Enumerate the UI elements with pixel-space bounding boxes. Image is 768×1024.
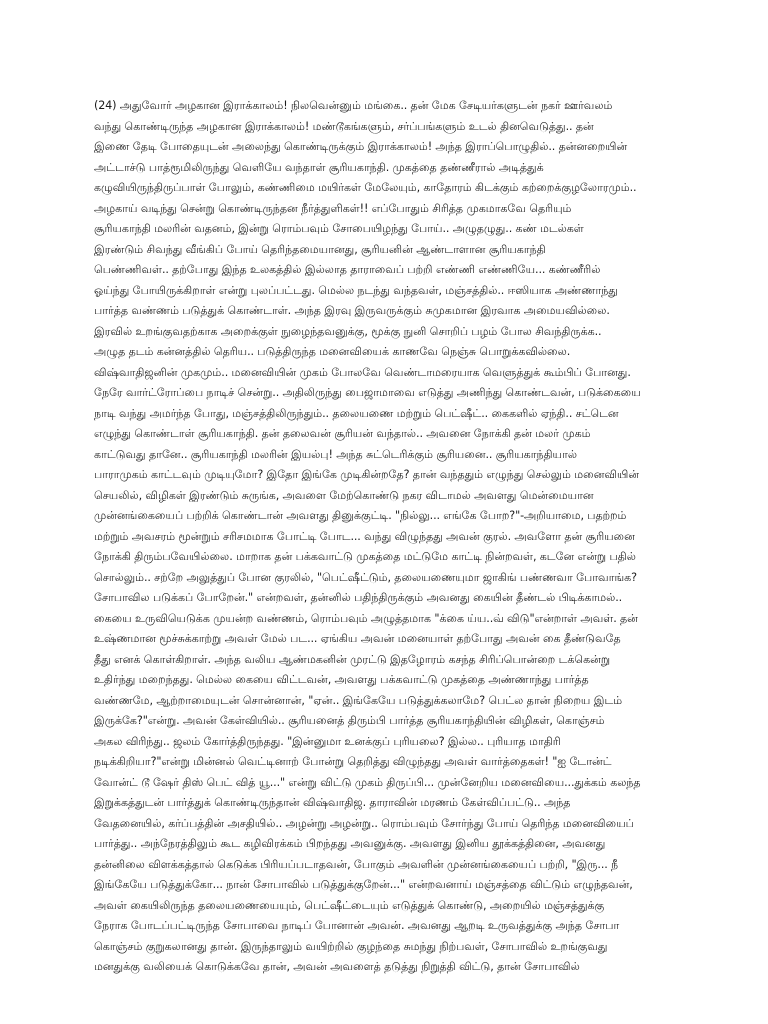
text-line: நடிக்கிறியா?"என்று மின்னல் வெட்டினாற் போன்று தெறித்து விழுந்தது அவள் வார்த்தைகள்! "ஐ டோன்ட் <box>94 755 612 768</box>
text-line: பார்த்த வண்ணம் படுத்துக் கொண்டாள். அந்த இரவு இருவருக்கும் சுமுகமான இரவாக அமையவில்லை. <box>94 304 610 317</box>
text-line: பார்த்து.. அந்நேரத்திலும் கூட கழிவிரக்கம் பிறந்தது அவனுக்கு. அவளது இனிய தூக்கத்தினை, அவனது <box>94 837 606 850</box>
text-line: அகல விரிந்து.. ஜலம் கோர்த்திருந்தது. "இன்னுமா உனக்குப் புரியலை? இல்ல.. புரியாத மாதிரி <box>94 734 561 748</box>
text-line: கொஞ்சம் குறுகலானது தான். இருந்தாலும் வயிற்றில் குழந்தை சுமந்து நிற்பவள், சோபாவில் உறங்குவது <box>94 939 608 953</box>
text-line: சூரியகாந்தி மலரின் வதனம், இன்று ரொம்பவும் சோபையிழந்து போய்.. அழுதழுது.. கண் மடல்கள் <box>94 222 584 235</box>
text-line: வேதனையில், கர்ப்பத்தின் அசதியில்.. அழன்று அழன்று.. ரொம்பவும் சோர்ந்து போய் தெரிந்த மனைவியைப் <box>94 816 634 830</box>
text-line: பெண்ணிவள்.. தற்போது இந்த உலகத்தில் இல்லாத தாராவைப் பற்றி எண்ணி எண்ணியே... கண்ணீரில் <box>94 263 601 276</box>
text-line: தன்னிலை விளக்கத்தால் கெடுக்க பிரியப்படாதவன், போகும் அவளின் முன்னங்கையைப் பற்றி, "இரு... நீ <box>94 857 619 871</box>
text-line: விஷ்வாதிஜனின் முகமும்.. மனைவியின் முகம் போலவே வெண்டாமரையாக வெளுத்துக் கூம்பிப் போனது. <box>94 365 631 379</box>
text-line: நேரே வார்ட்ரோப்பை நாடிச் சென்று.. அதிலிருந்து பைஜாமாவை எடுத்து அணிந்து கொண்டவன், படுக்கையை <box>94 386 641 399</box>
text-line: நேராக போடப்பட்டிருந்த சோபாவை நாடிப் போனான் அவன். அவனது ஆறடி உருவத்துக்கு அந்த சோபா <box>94 919 620 932</box>
text-line: வந்து கொண்டிருந்த அழகான இராக்காலம்! மண்டூகங்களும், சர்ப்பங்களும் உடல் தினவெடுத்து.. தன் <box>94 119 594 133</box>
text-line: கையை உருவியெடுக்க முயன்ற வண்ணம், ரொம்பவும் அழுத்தமாக "க்கை ய்ய..வ் விடு"என்றாள் அவள். தன் <box>94 611 638 625</box>
text-line: சோபாவில படுக்கப் போறேன்." என்றவள், தன்னில் பதிந்திருக்கும் அவனது கையின் தீண்டல் பிடிக்காமல்.. <box>94 591 623 604</box>
text-line: முன்னங்கையைப் பற்றிக் கொண்டான் அவளது தினுக்குட்டி. "நில்லு... எங்கே போற?"-அறியாமை, பதற்றம் <box>94 509 627 522</box>
text-line: எழுந்து கொண்டாள் சூரியகாந்தி. தன் தலைவன் சூரியன் வந்தால்.. அவனை நோக்கி தன் மலர் முகம் <box>94 427 591 440</box>
text-line: தீது எனக் கொள்கிறாள். அந்த வலிய ஆண்மகனின் முரட்டு இதழோரம் கசந்த சிரிப்பொன்றை டக்கென்று <box>94 652 611 666</box>
text-line: இருக்கே?"என்று. அவன் கேள்வியில்.. சூரியனைத் திரும்பி பார்த்த சூரியகாந்தியின் விழிகள், கொஞ்சம் <box>94 714 605 727</box>
text-line: சொல்லும்.. சற்றே அலுத்துப் போன குரலில், "பெட்ஷீட்டும், தலையணையுமா ஜாகிங் பண்ணவா போவாங்க? <box>94 570 637 584</box>
text-line: இறுக்கத்துடன் பார்த்துக் கொண்டிருந்தான் விஷ்வாதிஜ. தாராவின் மரணம் கேள்விப்பட்டு.. அந்த <box>94 796 571 809</box>
story-paragraph <box>94 96 684 978</box>
text-line: நாடி வந்து அமர்ந்த போது, மஞ்சத்திலிருந்தும்.. தலையணை மற்றும் பெட்ஷீட்.. கைகளில் ஏந்தி.. சட்டென <box>94 406 619 420</box>
text-line: அழகாய் வடிந்து சென்று கொண்டிருந்தன நீர்த்துளிகள்!! எப்போதும் சிரித்த முகமாகவே தெரியும் <box>94 201 572 215</box>
text-line: ஓய்ந்து போயிருக்கிறாள் என்று புலப்பட்டது. மெல்ல நடந்து வந்தவள், மஞ்சத்தில்.. ஈஸியாக அண்ணாந்து <box>94 283 618 297</box>
text-line: வோன்ட் டூ ஷேர் திஸ் பெட் வித் யூ..." என்று விட்டு முகம் திருப்பி... முன்னேறிய மனைவியை...துக்கம் கலந்த <box>94 775 641 789</box>
text-line: இரவில் உறங்குவதற்காக அறைக்குள் நுழைந்தவனுக்கு, மூக்கு நுனி சொறிப் பழம் போல சிவந்திருக்க.. <box>94 324 602 338</box>
text-line: வண்ணமே, ஆற்றாமையுடன் சொன்னான், "ஏன்.. இங்கேயே படுத்துக்கலாமே? பெட்ல தான் நிறைய இடம் <box>94 693 623 707</box>
text-line: இங்கேயே படுத்துக்கோ... நான் சோபாவில் படுத்துக்குறேன்..." என்றவனாய் மஞ்சத்தை விட்டும் எழுந்தவன், <box>94 878 633 891</box>
text-line: அவள் கையிலிருந்த தலையணையையும், பெட்ஷீட்டையும் எடுத்துக் கொண்டு, அறையில் மஞ்சத்துக்கு <box>94 898 605 912</box>
text-line: இரண்டும் சிவந்து வீங்கிப் போய் தெரிந்தமையானது, சூரியனின் ஆண்டாளான சூரியகாந்தி <box>94 242 546 256</box>
text-line: கழுவியிருந்திருப்பாள் போலும், கண்ணிமை மயிர்கள் மேலேயும், காதோரம் கிடக்கும் கற்றைக்குழலோரமும்.. <box>94 181 637 194</box>
text-line: அட்டாச்டு பாத்ரூமிலிருந்து வெளியே வந்தாள் சூரியகாந்தி. முகத்தை தண்ணீரால் அடித்துக் <box>94 160 544 174</box>
text-line: உதிர்ந்து மறைந்தது. மெல்ல கையை விட்டவன், அவளது பக்கவாட்டு முகத்தை அண்ணாந்து பார்த்த <box>94 673 589 686</box>
text-line: மற்றும் அவசரம் மூன்றும் சரிசமமாக போட்டி போட... வந்து விழுந்தது அவன் குரல். அவளோ தன் சூரியனை <box>94 529 635 543</box>
text-line: அழுத தடம் கன்னத்தில் தெரிய.. படுத்திருந்த மனைவியைக் காணவே நெஞ்சு பொறுக்கவில்லை. <box>94 345 571 358</box>
text-line: (24) அதுவோர் அழகான இராக்காலம்! நிலவென்னும் மங்கை.. தன் மேக சேடியர்களுடன் நகர் ஊர்வலம் <box>94 99 613 112</box>
text-line: இணை தேடி போதையுடன் அலைந்து கொண்டிருக்கும் இராக்காலம்! அந்த இராப்பொழுதில்.. தன்னறையின் <box>94 140 628 153</box>
text-line: காட்டுவது தானே.. சூரியகாந்தி மலரின் இயல்பு! அந்த சுட்டெரிக்கும் சூரியனை.. சூரியகாந்தியால் <box>94 447 577 461</box>
text-line: பாராமுகம் காட்டவும் முடியுமோ? இதோ இங்கே முடிகின்றதே? தான் வந்ததும் எழுந்து செல்லும் மனைவியின் <box>94 468 640 481</box>
text-line: செயலில், விழிகள் இரண்டும் சுருங்க, அவளை மேற்கொண்டு நகர விடாமல் அவளது மென்மையான <box>94 488 594 502</box>
text-line: மனதுக்கு வலியைக் கொடுக்கவே தான், அவன் அவளைத் தடுத்து நிறுத்தி விட்டு, தான் சோபாவில் <box>94 960 580 973</box>
text-line: உஷ்ணமான மூச்சுக்காற்று அவள் மேல் பட... ஏங்கிய அவன் மனையாள் தற்போது அவன் கை தீண்டுவதே <box>94 632 621 645</box>
text-line: நோக்கி திரும்பவேயில்லை. மாறாக தன் பக்கவாட்டு முகத்தை மட்டுமே காட்டி நின்றவள், கடனே என்று பதில் <box>94 550 636 563</box>
